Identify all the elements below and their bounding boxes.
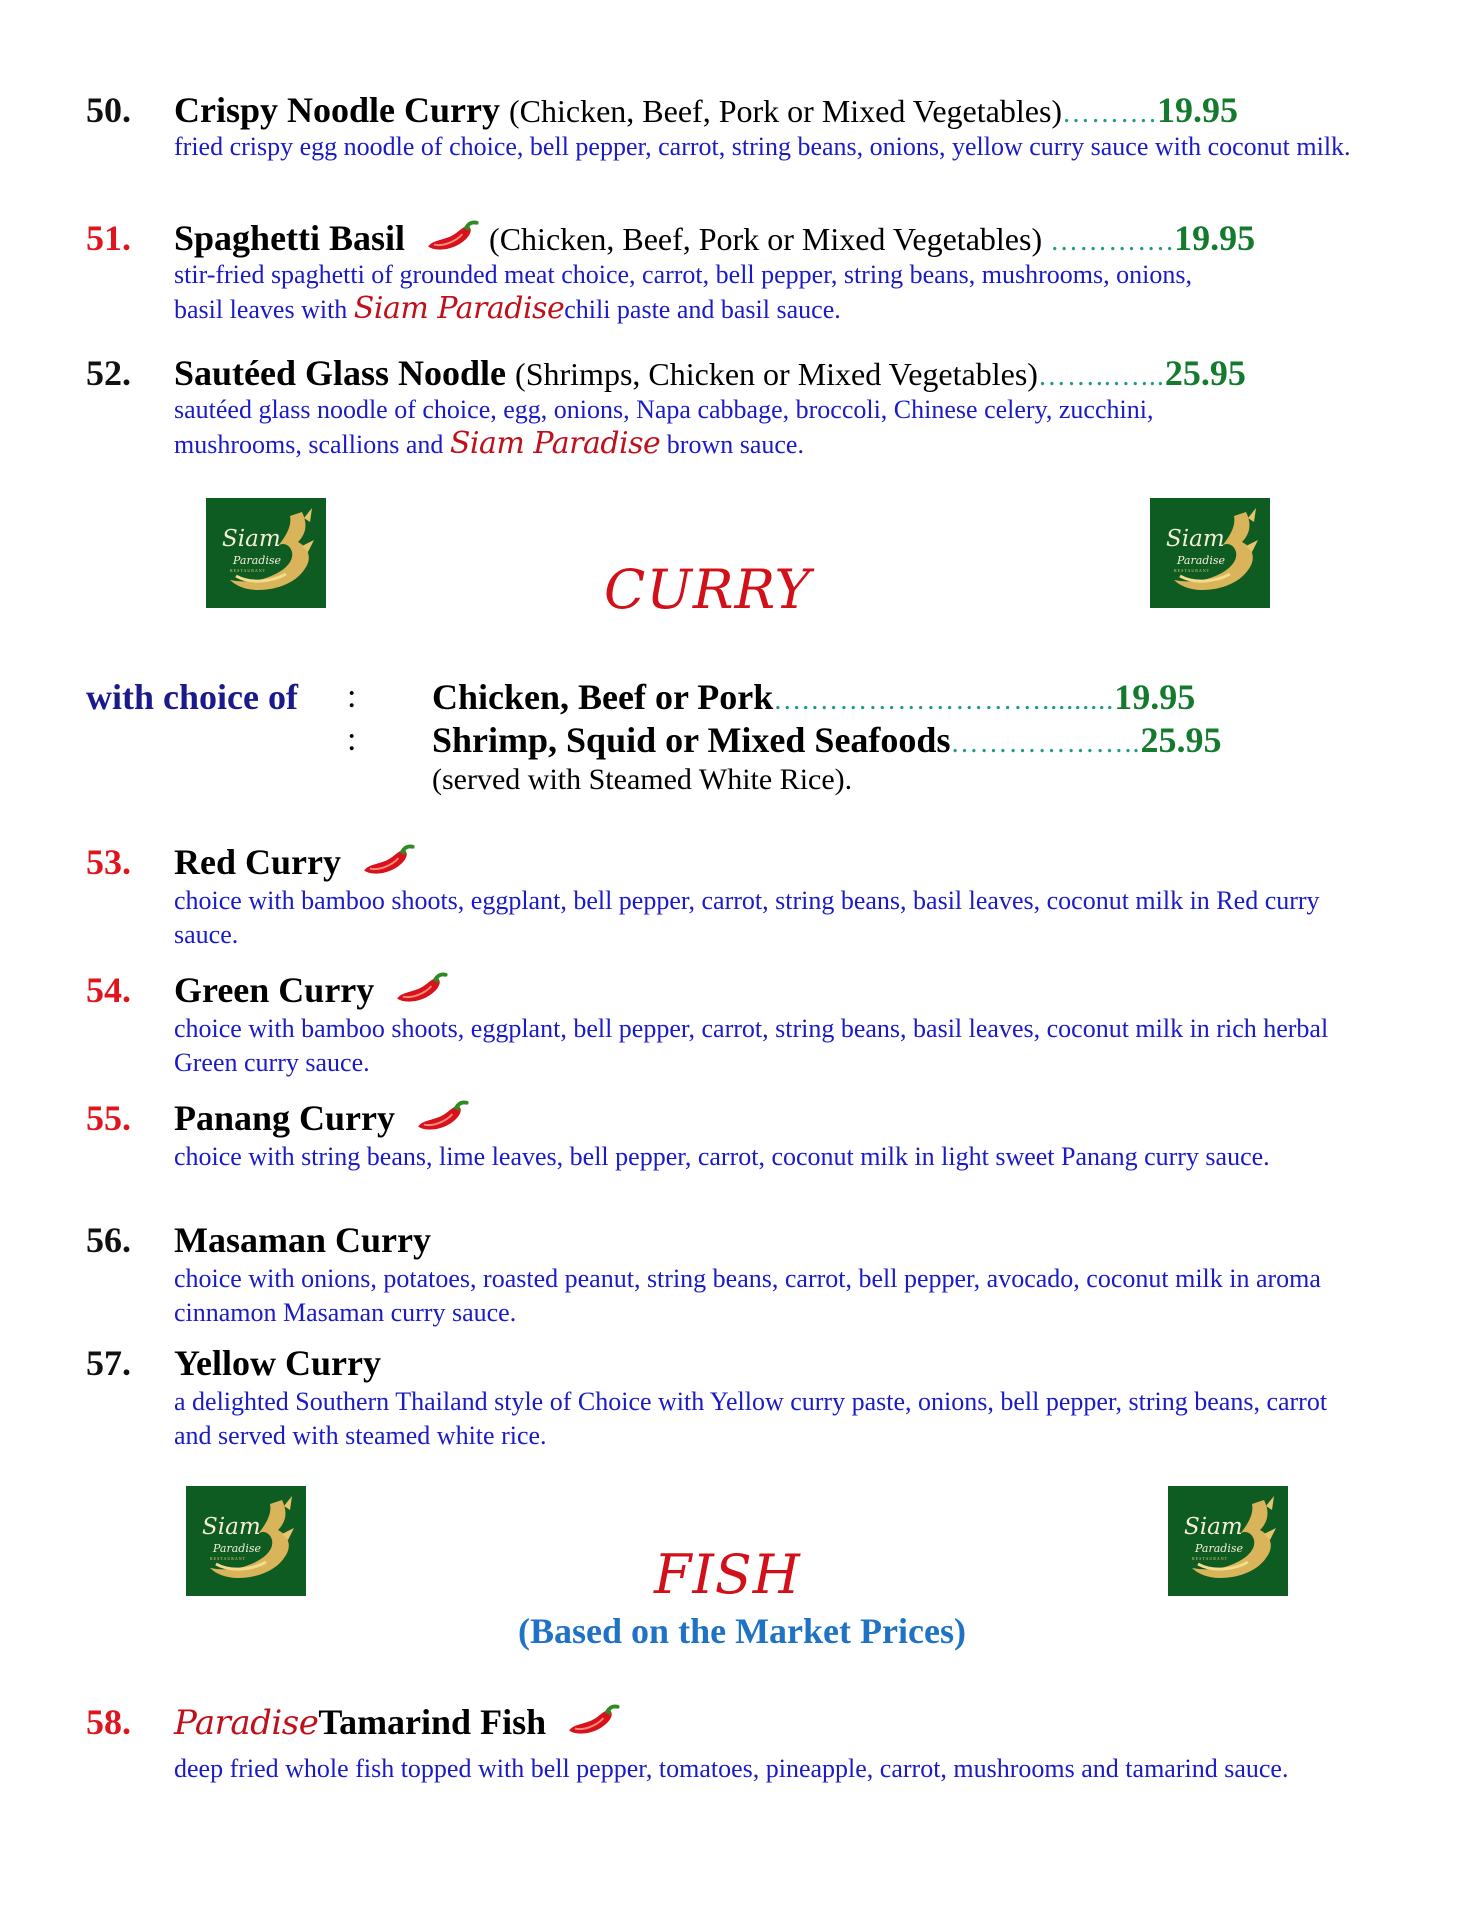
item-number: 50. bbox=[86, 90, 131, 130]
siam-paradise-logo bbox=[1168, 1486, 1288, 1596]
brand-name: Siam Paradise bbox=[449, 426, 661, 461]
choice-name: Chicken, Beef or Pork bbox=[432, 677, 774, 717]
item-number: 55. bbox=[86, 1098, 131, 1138]
item-price: 25.95 bbox=[1164, 353, 1246, 393]
naga-logo-icon bbox=[206, 498, 326, 608]
logo-text: Siam bbox=[202, 1514, 261, 1540]
item-name: Green Curry bbox=[174, 970, 375, 1010]
choice-colon: : bbox=[347, 721, 357, 758]
logo-subtext: Paradise bbox=[1177, 554, 1225, 567]
section-title-fish: FISH bbox=[654, 1543, 801, 1606]
logo-text: Siam bbox=[1184, 1514, 1243, 1540]
choice-colon: : bbox=[347, 678, 357, 715]
brand-name: Paradise bbox=[174, 1703, 319, 1743]
logo-tagline: RESTAURANT bbox=[1174, 568, 1211, 573]
choice-label: with choice of bbox=[86, 677, 298, 717]
item-header bbox=[174, 1341, 381, 1385]
logo-subtext: Paradise bbox=[233, 554, 281, 567]
leader-dots: ….……………………......... bbox=[773, 685, 1115, 716]
choice-name: Shrimp, Squid or Mixed Seafoods bbox=[432, 720, 951, 760]
choice-price: 19.95 bbox=[1114, 677, 1196, 717]
choice-row bbox=[432, 675, 1195, 723]
description-text: chili paste and basil sauce. bbox=[564, 295, 841, 324]
item-header bbox=[174, 968, 449, 1012]
red-chili-pepper-icon bbox=[391, 970, 449, 1008]
item-name: Sautéed Glass Noodle bbox=[174, 353, 507, 393]
item-number: 52. bbox=[86, 353, 131, 393]
item-description: choice with bamboo shoots, eggplant, bell pepper, carrot, string beans, basil leaves, coconut milk in Red curry sauce. bbox=[174, 886, 1320, 949]
leader-dots: …………. bbox=[1042, 226, 1175, 257]
red-chili-pepper-icon bbox=[563, 1702, 621, 1740]
item-number: 51. bbox=[86, 218, 131, 258]
item-header bbox=[174, 216, 1255, 264]
item-name: Crispy Noodle Curry bbox=[174, 90, 500, 130]
description-line bbox=[174, 292, 1354, 327]
description-line: sautéed glass noodle of choice, egg, onions, Napa cabbage, broccoli, Chinese celery, zucchini, bbox=[174, 395, 1154, 424]
item-options: (Chicken, Beef, Pork or Mixed Vegetables) bbox=[509, 93, 1063, 129]
naga-logo-icon bbox=[186, 1486, 306, 1596]
red-chili-pepper-icon bbox=[422, 218, 480, 256]
logo-tagline: RESTAURANT bbox=[1192, 1556, 1229, 1561]
item-price: 19.95 bbox=[1174, 218, 1256, 258]
item-number: 58. bbox=[86, 1702, 131, 1742]
red-chili-pepper-icon bbox=[412, 1098, 470, 1136]
item-description: a delighted Southern Thailand style of Choice with Yellow curry paste, onions, bell pepper, string beans, carrot and served with steamed white rice. bbox=[174, 1387, 1328, 1450]
siam-paradise-logo bbox=[206, 498, 326, 608]
brand-name: Siam Paradise bbox=[353, 291, 565, 326]
naga-logo-icon bbox=[1168, 1486, 1288, 1596]
item-number: 54. bbox=[86, 970, 131, 1010]
item-header bbox=[174, 1096, 470, 1140]
leader-dots: ……………….. bbox=[950, 728, 1141, 759]
naga-logo-icon bbox=[1150, 498, 1270, 608]
description-text: basil leaves with bbox=[174, 295, 354, 324]
item-header bbox=[174, 88, 1238, 136]
item-description: choice with string beans, lime leaves, bell pepper, carrot, coconut milk in light sweet Panang curry sauce. bbox=[174, 1142, 1270, 1171]
item-number: 56. bbox=[86, 1220, 131, 1260]
item-header bbox=[174, 1700, 621, 1745]
item-description: choice with onions, potatoes, roasted peanut, string beans, carrot, bell pepper, avocado, coconut milk in aroma cinnamon Masaman curry sauce. bbox=[174, 1264, 1321, 1327]
description-line bbox=[174, 427, 1354, 462]
item-number: 53. bbox=[86, 842, 131, 882]
item-name: Masaman Curry bbox=[174, 1220, 431, 1260]
item-name: Tamarind Fish bbox=[318, 1702, 547, 1742]
item-options: (Shrimps, Chicken or Mixed Vegetables) bbox=[515, 356, 1038, 392]
leader-dots: ………. bbox=[1062, 98, 1158, 129]
item-description bbox=[174, 258, 1354, 327]
item-options: (Chicken, Beef, Pork or Mixed Vegetables) bbox=[489, 221, 1043, 257]
item-description: deep fried whole fish topped with bell pepper, tomatoes, pineapple, carrot, mushrooms and tamarind sauce. bbox=[174, 1754, 1289, 1783]
choice-row bbox=[432, 718, 1221, 766]
served-note: (served with Steamed White Rice). bbox=[432, 763, 853, 796]
siam-paradise-logo bbox=[1150, 498, 1270, 608]
leader-dots: ……..…... bbox=[1037, 361, 1165, 392]
item-name: Red Curry bbox=[174, 842, 341, 882]
item-description: choice with bamboo shoots, eggplant, bell pepper, carrot, string beans, basil leaves, coconut milk in rich herbal Green curry sauce. bbox=[174, 1014, 1329, 1077]
item-name: Panang Curry bbox=[174, 1098, 396, 1138]
siam-paradise-logo bbox=[186, 1486, 306, 1596]
red-chili-pepper-icon bbox=[358, 842, 416, 880]
item-description bbox=[174, 393, 1354, 462]
item-number: 57. bbox=[86, 1343, 131, 1383]
item-name: Spaghetti Basil bbox=[174, 218, 406, 258]
section-title-curry: CURRY bbox=[604, 558, 812, 621]
item-header bbox=[174, 351, 1246, 399]
description-text: mushrooms, scallions and bbox=[174, 430, 450, 459]
item-header bbox=[174, 1218, 431, 1262]
logo-text: Siam bbox=[1166, 526, 1225, 552]
logo-subtext: Paradise bbox=[1195, 1542, 1243, 1555]
item-price: 19.95 bbox=[1157, 90, 1239, 130]
item-description: fried crispy egg noodle of choice, bell pepper, carrot, string beans, onions, yellow curry sauce with coconut milk. bbox=[174, 132, 1351, 161]
description-text: brown sauce. bbox=[660, 430, 804, 459]
logo-subtext: Paradise bbox=[213, 1542, 261, 1555]
choice-price: 25.95 bbox=[1140, 720, 1222, 760]
item-name: Yellow Curry bbox=[174, 1343, 381, 1383]
logo-text: Siam bbox=[222, 526, 281, 552]
logo-tagline: RESTAURANT bbox=[230, 568, 267, 573]
logo-tagline: RESTAURANT bbox=[210, 1556, 247, 1561]
section-subtitle: (Based on the Market Prices) bbox=[518, 1611, 966, 1651]
description-line: stir-fried spaghetti of grounded meat choice, carrot, bell pepper, string beans, mushrooms, onions, bbox=[174, 260, 1192, 289]
item-header bbox=[174, 840, 416, 884]
